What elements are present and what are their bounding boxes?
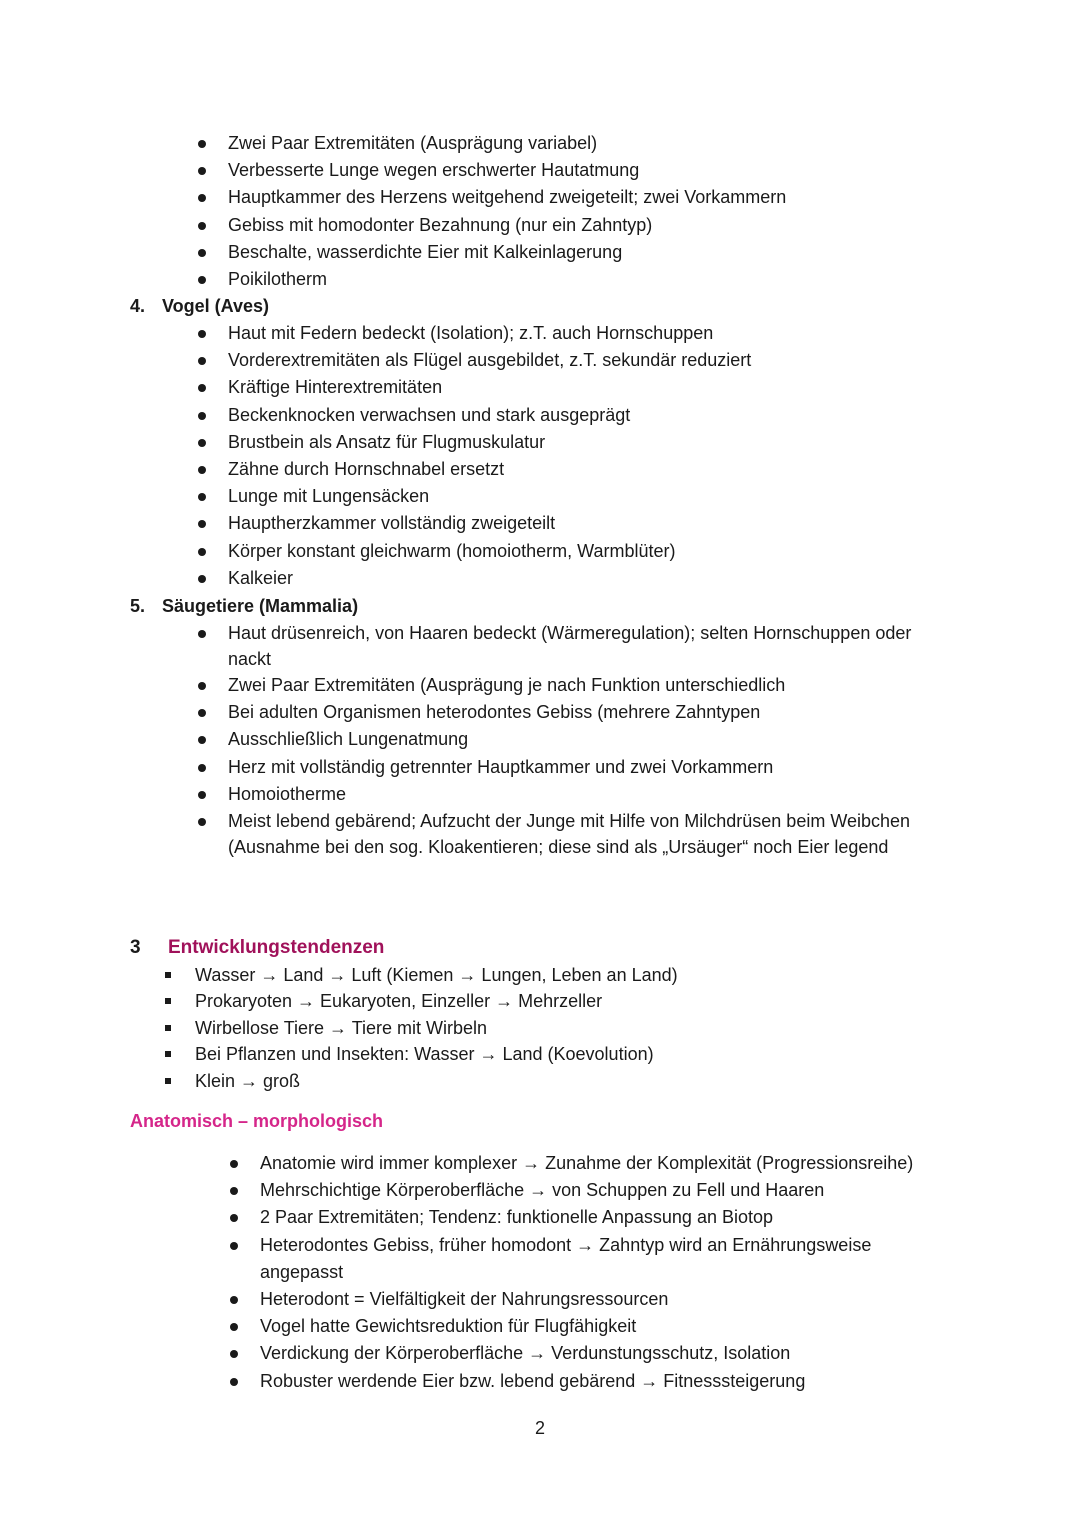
square-bullet-icon [165,998,171,1004]
list-item: Bei Pflanzen und Insekten: Wasser → Land (Koevolution) [195,1041,915,1067]
list-item: Wirbellose Tiere → Tiere mit Wirbeln [195,1015,915,1041]
bullet-icon [198,249,206,257]
bullet-icon [198,276,206,284]
list-item: Anatomie wird immer komplexer → Zunahme der Komplexität (Progressionsreihe) [260,1150,950,1177]
bullet-icon [198,736,206,744]
bullet-icon [198,493,206,501]
list-item: Ausschließlich Lungenatmung [228,726,938,753]
bullet-icon [198,222,206,230]
square-bullet-icon [165,1025,171,1031]
bullet-icon [198,439,206,447]
list-item: Haut drüsenreich, von Haaren bedeckt (Wärmeregulation); selten Hornschuppen oder nackt [228,620,938,672]
list-item: Lunge mit Lungensäcken [228,483,948,510]
section-heading-mammals: 5. Säugetiere (Mammalia) [130,596,359,616]
list-item: Heterodont = Vielfältigkeit der Nahrungsressourcen [260,1286,950,1313]
bullet-icon [198,140,206,148]
list-item: 2 Paar Extremitäten; Tendenz: funktionelle Anpassung an Biotop [260,1204,950,1231]
bullet-icon [198,764,206,772]
list-item: Prokaryoten → Eukaryoten, Einzeller → Mehrzeller [195,988,915,1014]
list-item: Meist lebend gebärend; Aufzucht der Junge mit Hilfe von Milchdrüsen beim Weibchen (Ausnahme bei den sog. Kloakentieren; diese sind als „Ursäuger“ noch Eier legend [228,808,938,860]
list-item: Kräftige Hinterextremitäten [228,374,948,401]
bullet-icon [198,357,206,365]
list-item: Haut mit Federn bedeckt (Isolation); z.T. auch Hornschuppen [228,320,948,347]
list-item: Brustbein als Ansatz für Flugmuskulatur [228,429,948,456]
list-item: Robuster werdende Eier bzw. lebend gebärend → Fitnesssteigerung [260,1368,950,1395]
list-item: Gebiss mit homodonter Bezahnung (nur ein Zahntyp) [228,212,948,239]
bird-traits-list [228,320,948,592]
list-item: Verbesserte Lunge wegen erschwerter Hautatmung [228,157,948,184]
bullet-icon [198,709,206,717]
list-item: Körper konstant gleichwarm (homoiotherm, Warmblüter) [228,538,948,565]
list-item: Poikilotherm [228,266,948,293]
subsection-heading: Anatomisch – morphologisch [130,1111,384,1131]
bullet-icon [198,791,206,799]
list-item: Bei adulten Organismen heterodontes Gebiss (mehrere Zahntypen [228,699,938,726]
anatomy-trends-list [260,1150,950,1395]
list-item: Wasser → Land → Luft (Kiemen → Lungen, Leben an Land) [195,962,915,988]
bullet-icon [230,1323,238,1331]
bullet-icon [198,630,206,638]
bullet-icon [198,548,206,556]
page-number: 2 [534,1418,545,1438]
section-heading-birds: 4. Vogel (Aves) [130,296,270,316]
list-item: Heterodontes Gebiss, früher homodont → Zahntyp wird an Ernährungsweise angepasst [260,1232,950,1286]
bullet-icon [198,575,206,583]
list-item: Zwei Paar Extremitäten (Ausprägung je nach Funktion unterschiedlich [228,672,938,699]
list-item: Klein → groß [195,1068,915,1094]
list-item: Kalkeier [228,565,948,592]
bullet-icon [198,412,206,420]
bullet-icon [198,466,206,474]
bullet-icon [198,384,206,392]
bullet-icon [230,1378,238,1386]
list-item: Vogel hatte Gewichtsreduktion für Flugfähigkeit [260,1313,950,1340]
chapter-heading: 3 Entwicklungstendenzen [130,937,385,958]
bullet-icon [230,1242,238,1250]
bullet-icon [230,1296,238,1304]
list-item: Vorderextremitäten als Flügel ausgebildet, z.T. sekundär reduziert [228,347,948,374]
bullet-icon [230,1160,238,1168]
list-item: Verdickung der Körperoberfläche → Verdunstungsschutz, Isolation [260,1340,950,1367]
reptile-traits-list [228,130,948,293]
bullet-icon [198,167,206,175]
bullet-icon [230,1350,238,1358]
bullet-icon [198,330,206,338]
bullet-icon [198,818,206,826]
bullet-icon [230,1214,238,1222]
bullet-icon [198,194,206,202]
list-item: Hauptkammer des Herzens weitgehend zweigeteilt; zwei Vorkammern [228,184,948,211]
square-bullet-icon [165,1051,171,1057]
list-item: Hauptherzkammer vollständig zweigeteilt [228,510,948,537]
square-bullet-icon [165,972,171,978]
bullet-icon [230,1187,238,1195]
list-item: Herz mit vollständig getrennter Hauptkammer und zwei Vorkammern [228,754,938,781]
list-item: Beschalte, wasserdichte Eier mit Kalkeinlagerung [228,239,948,266]
development-trends-list [195,962,915,1094]
list-item: Zähne durch Hornschnabel ersetzt [228,456,948,483]
list-item: Mehrschichtige Körperoberfläche → von Schuppen zu Fell und Haaren [260,1177,950,1204]
bullet-icon [198,682,206,690]
list-item: Zwei Paar Extremitäten (Ausprägung variabel) [228,130,948,157]
bullet-icon [198,520,206,528]
list-item: Beckenknocken verwachsen und stark ausgeprägt [228,402,948,429]
mammal-traits-list [228,620,938,860]
list-item: Homoiotherme [228,781,938,808]
square-bullet-icon [165,1078,171,1084]
